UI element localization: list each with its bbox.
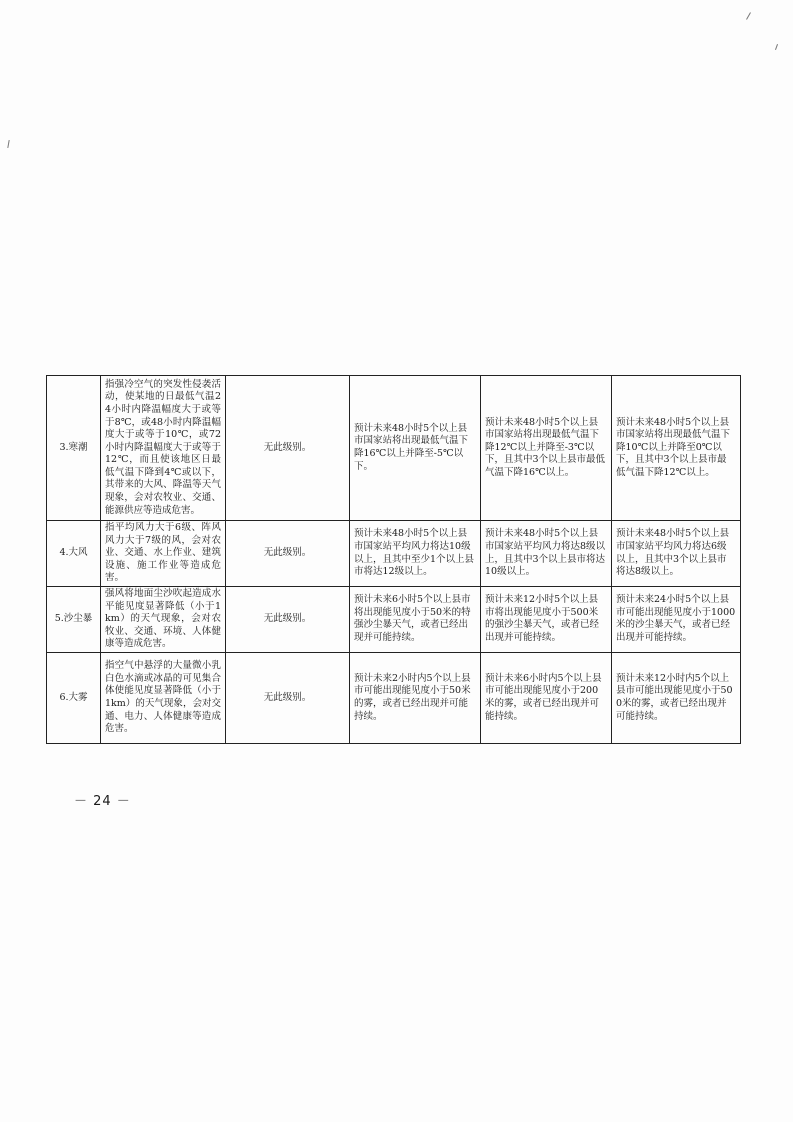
hazard-name: 6.大雾 [47,652,101,743]
level-2-criteria: 预计未来6小时5个以上县市将出现能见度小于50米的特强沙尘暴天气，或者已经出现并可能持续。 [350,587,481,653]
scan-mark [7,140,9,148]
table-row-heavy-fog [47,652,741,743]
hazard-definition: 指空气中悬浮的大量微小乳白色水滴或冰晶的可见集合体使能见度显著降低（小于1km）的天气现象，会对交通、电力、人体健康等造成危害。 [101,652,226,743]
level-4-criteria: 预计未来12小时内5个以上县市可能出现能见度小于500米的雾，或者已经出现并可能持续。 [612,652,741,743]
hazard-name: 3.寒潮 [47,376,101,521]
scan-mark [746,12,751,19]
level-2-criteria: 预计未来48小时5个以上县市国家站平均风力将达10级以上，且其中至少1个以上县市将达12级以上。 [350,521,481,587]
table-row-sandstorm [47,587,741,653]
level-3-criteria: 预计未来6小时内5个以上县市可能出现能见度小于200米的雾，或者已经出现并可能持续。 [481,652,612,743]
hazard-definition: 指强冷空气的突发性侵袭活动，使某地的日最低气温24小时内降温幅度大于或等于8℃，或48小时内降温幅度大于或等于10℃，或72小时内降温幅度大于或等于12℃，而且使该地区日最低气温下降到4℃或以下，其带来的大风、降温等天气现象，会对农牧业、交通、能源供应等造成危害。 [101,376,226,521]
level-2-criteria: 预计未来2小时内5个以上县市可能出现能见度小于50米的雾，或者已经出现并可能持续。 [350,652,481,743]
table-row-cold-wave [47,376,741,521]
level-3-criteria: 预计未来48小时5个以上县市国家站平均风力将达8级以上，且其中3个以上县市将达10级以上。 [481,521,612,587]
level-1-criteria: 无此级别。 [226,587,350,653]
hazard-name: 5.沙尘暴 [47,587,101,653]
hazard-name: 4.大风 [47,521,101,587]
level-2-criteria: 预计未来48小时5个以上县市国家站将出现最低气温下降16℃以上并降至-5℃以下。 [350,376,481,521]
level-4-criteria: 预计未来48小时5个以上县市国家站将出现最低气温下降10℃以上并降至0℃以下，且其中3个以上县市最低气温下降12℃以上。 [612,376,741,521]
scan-mark [775,44,778,50]
level-1-criteria: 无此级别。 [226,376,350,521]
level-4-criteria: 预计未来48小时5个以上县市国家站平均风力将达6级以上，且其中3个以上县市将达8级以上。 [612,521,741,587]
hazard-definition: 强风将地面尘沙吹起造成水平能见度显著降低（小于1km）的天气现象，会对农牧业、交通、环境、人体健康等造成危害。 [101,587,226,653]
level-4-criteria: 预计未来24小时5个以上县市可能出现能见度小于1000米的沙尘暴天气，或者已经出现并可能持续。 [612,587,741,653]
level-3-criteria: 预计未来12小时5个以上县市将出现能见度小于500米的强沙尘暴天气，或者已经出现并可能持续。 [481,587,612,653]
table-row-gale [47,521,741,587]
level-3-criteria: 预计未来48小时5个以上县市国家站将出现最低气温下降12℃以上并降至-3℃以下，且其中3个以上县市最低气温下降16℃以上。 [481,376,612,521]
level-1-criteria: 无此级别。 [226,652,350,743]
warning-level-table [46,375,741,744]
page-number: － 24 － [74,794,131,809]
hazard-definition: 指平均风力大于6级、阵风风力大于7级的风，会对农业、交通、水上作业、建筑设施、施工作业等造成危害。 [101,521,226,587]
level-1-criteria: 无此级别。 [226,521,350,587]
